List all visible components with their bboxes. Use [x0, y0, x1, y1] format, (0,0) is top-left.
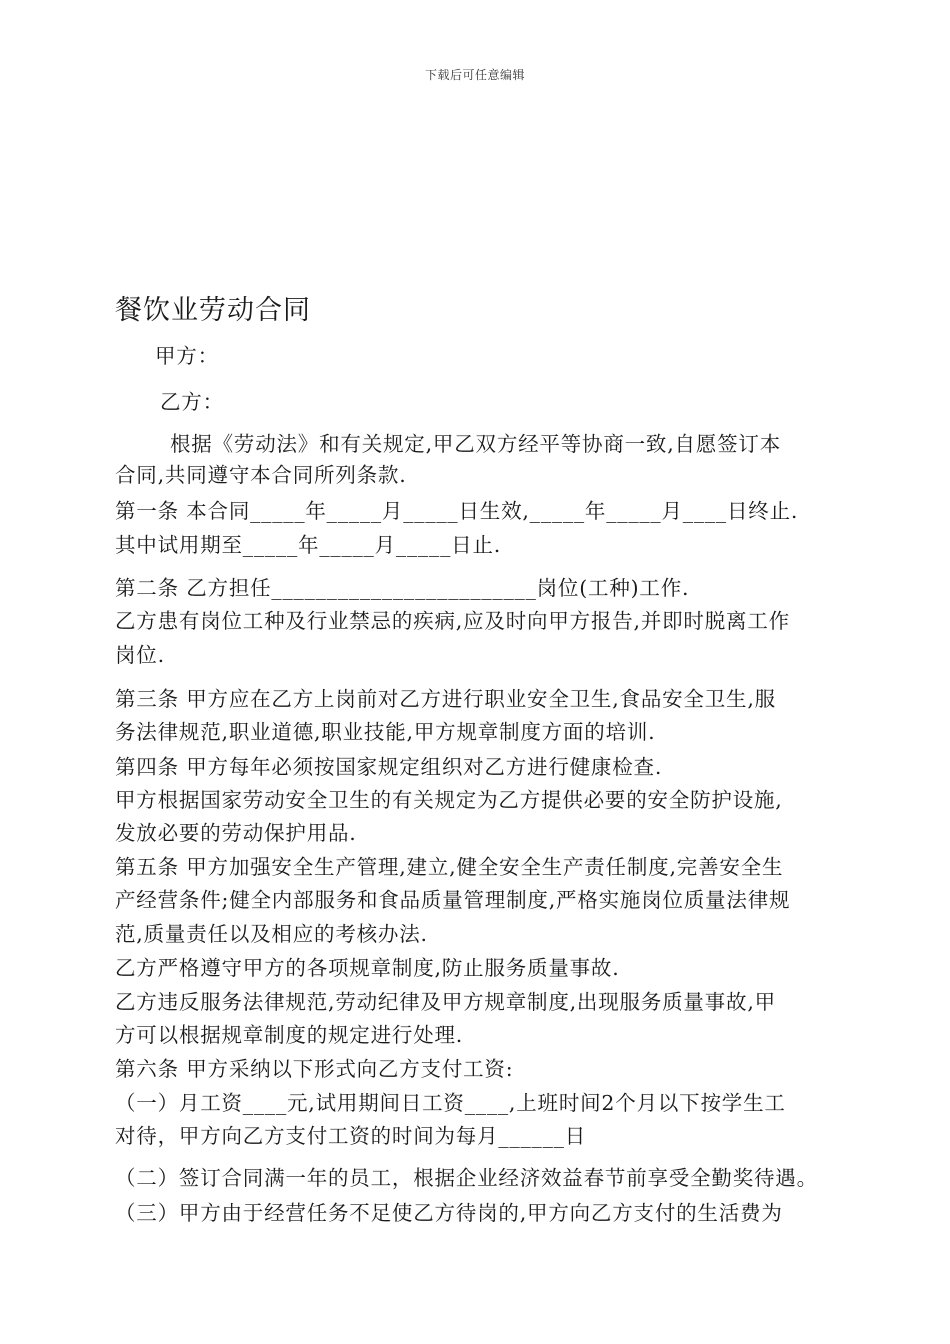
article-6-line-1: 第六条 甲方采纳以下形式向乙方支付工资:: [115, 1057, 514, 1081]
article-6-item-1-line-2: 对待，甲方向乙方支付工资的时间为每月______日: [115, 1124, 586, 1148]
article-6-item-3: （三）甲方由于经营任务不足使乙方待岗的,甲方向乙方支付的生活费为: [115, 1201, 783, 1225]
article-5-line-6: 方可以根据规章制度的规定进行处理.: [115, 1023, 464, 1047]
article-5-line-3: 范,质量责任以及相应的考核办法.: [115, 922, 428, 946]
article-4-line-2: 甲方根据国家劳动安全卫生的有关规定为乙方提供必要的安全防护设施,: [115, 788, 783, 812]
preamble-line-1: 根据《劳动法》和有关规定,甲乙双方经平等协商一致,自愿签订本: [170, 432, 782, 456]
article-5-line-4: 乙方严格遵守甲方的各项规章制度,防止服务质量事故.: [115, 956, 620, 980]
party-b-label: 乙方：: [160, 390, 224, 414]
article-5-line-1: 第五条 甲方加强安全生产管理,建立,健全安全生产责任制度,完善安全生: [115, 855, 784, 879]
article-6-item-2: （二）签订合同满一年的员工，根据企业经济效益春节前享受全勤奖待遇。: [115, 1166, 818, 1190]
article-6-item-1-line-1: （一）月工资____元,试用期间日工资____,上班时间2个月以下按学生工: [115, 1091, 786, 1115]
article-5-line-2: 产经营条件;健全内部服务和食品质量管理制度,严格实施岗位质量法律规: [115, 888, 791, 912]
article-2-line-3: 岗位.: [115, 643, 165, 667]
article-1-line-2: 其中试用期至_____年_____月_____日止.: [115, 533, 502, 557]
article-5-line-5: 乙方违反服务法律规范,劳动纪律及甲方规章制度,出现服务质量事故,甲: [115, 990, 776, 1014]
document-title: 餐饮业劳动合同: [115, 295, 311, 326]
article-2-line-2: 乙方患有岗位工种及行业禁忌的疾病,应及时向甲方报告,并即时脱离工作: [115, 609, 790, 633]
article-4-line-1: 第四条 甲方每年必须按国家规定组织对乙方进行健康检查.: [115, 755, 663, 779]
article-3-line-2: 务法律规范,职业道德,职业技能,甲方规章制度方面的培训.: [115, 720, 656, 744]
article-2-line-1: 第二条 乙方担任________________________岗位(工种)工作.: [115, 576, 690, 600]
article-3-line-1: 第三条 甲方应在乙方上岗前对乙方进行职业安全卫生,食品安全卫生,服: [115, 687, 776, 711]
party-a-label: 甲方：: [155, 344, 219, 368]
preamble-line-2: 合同,共同遵守本合同所列条款.: [115, 463, 407, 487]
article-1-line-1: 第一条 本合同_____年_____月_____日生效,_____年_____月____日终止.: [115, 499, 799, 523]
header-note: 下载后可任意编辑: [424, 68, 525, 82]
article-4-line-3: 发放必要的劳动保护用品.: [115, 821, 357, 845]
